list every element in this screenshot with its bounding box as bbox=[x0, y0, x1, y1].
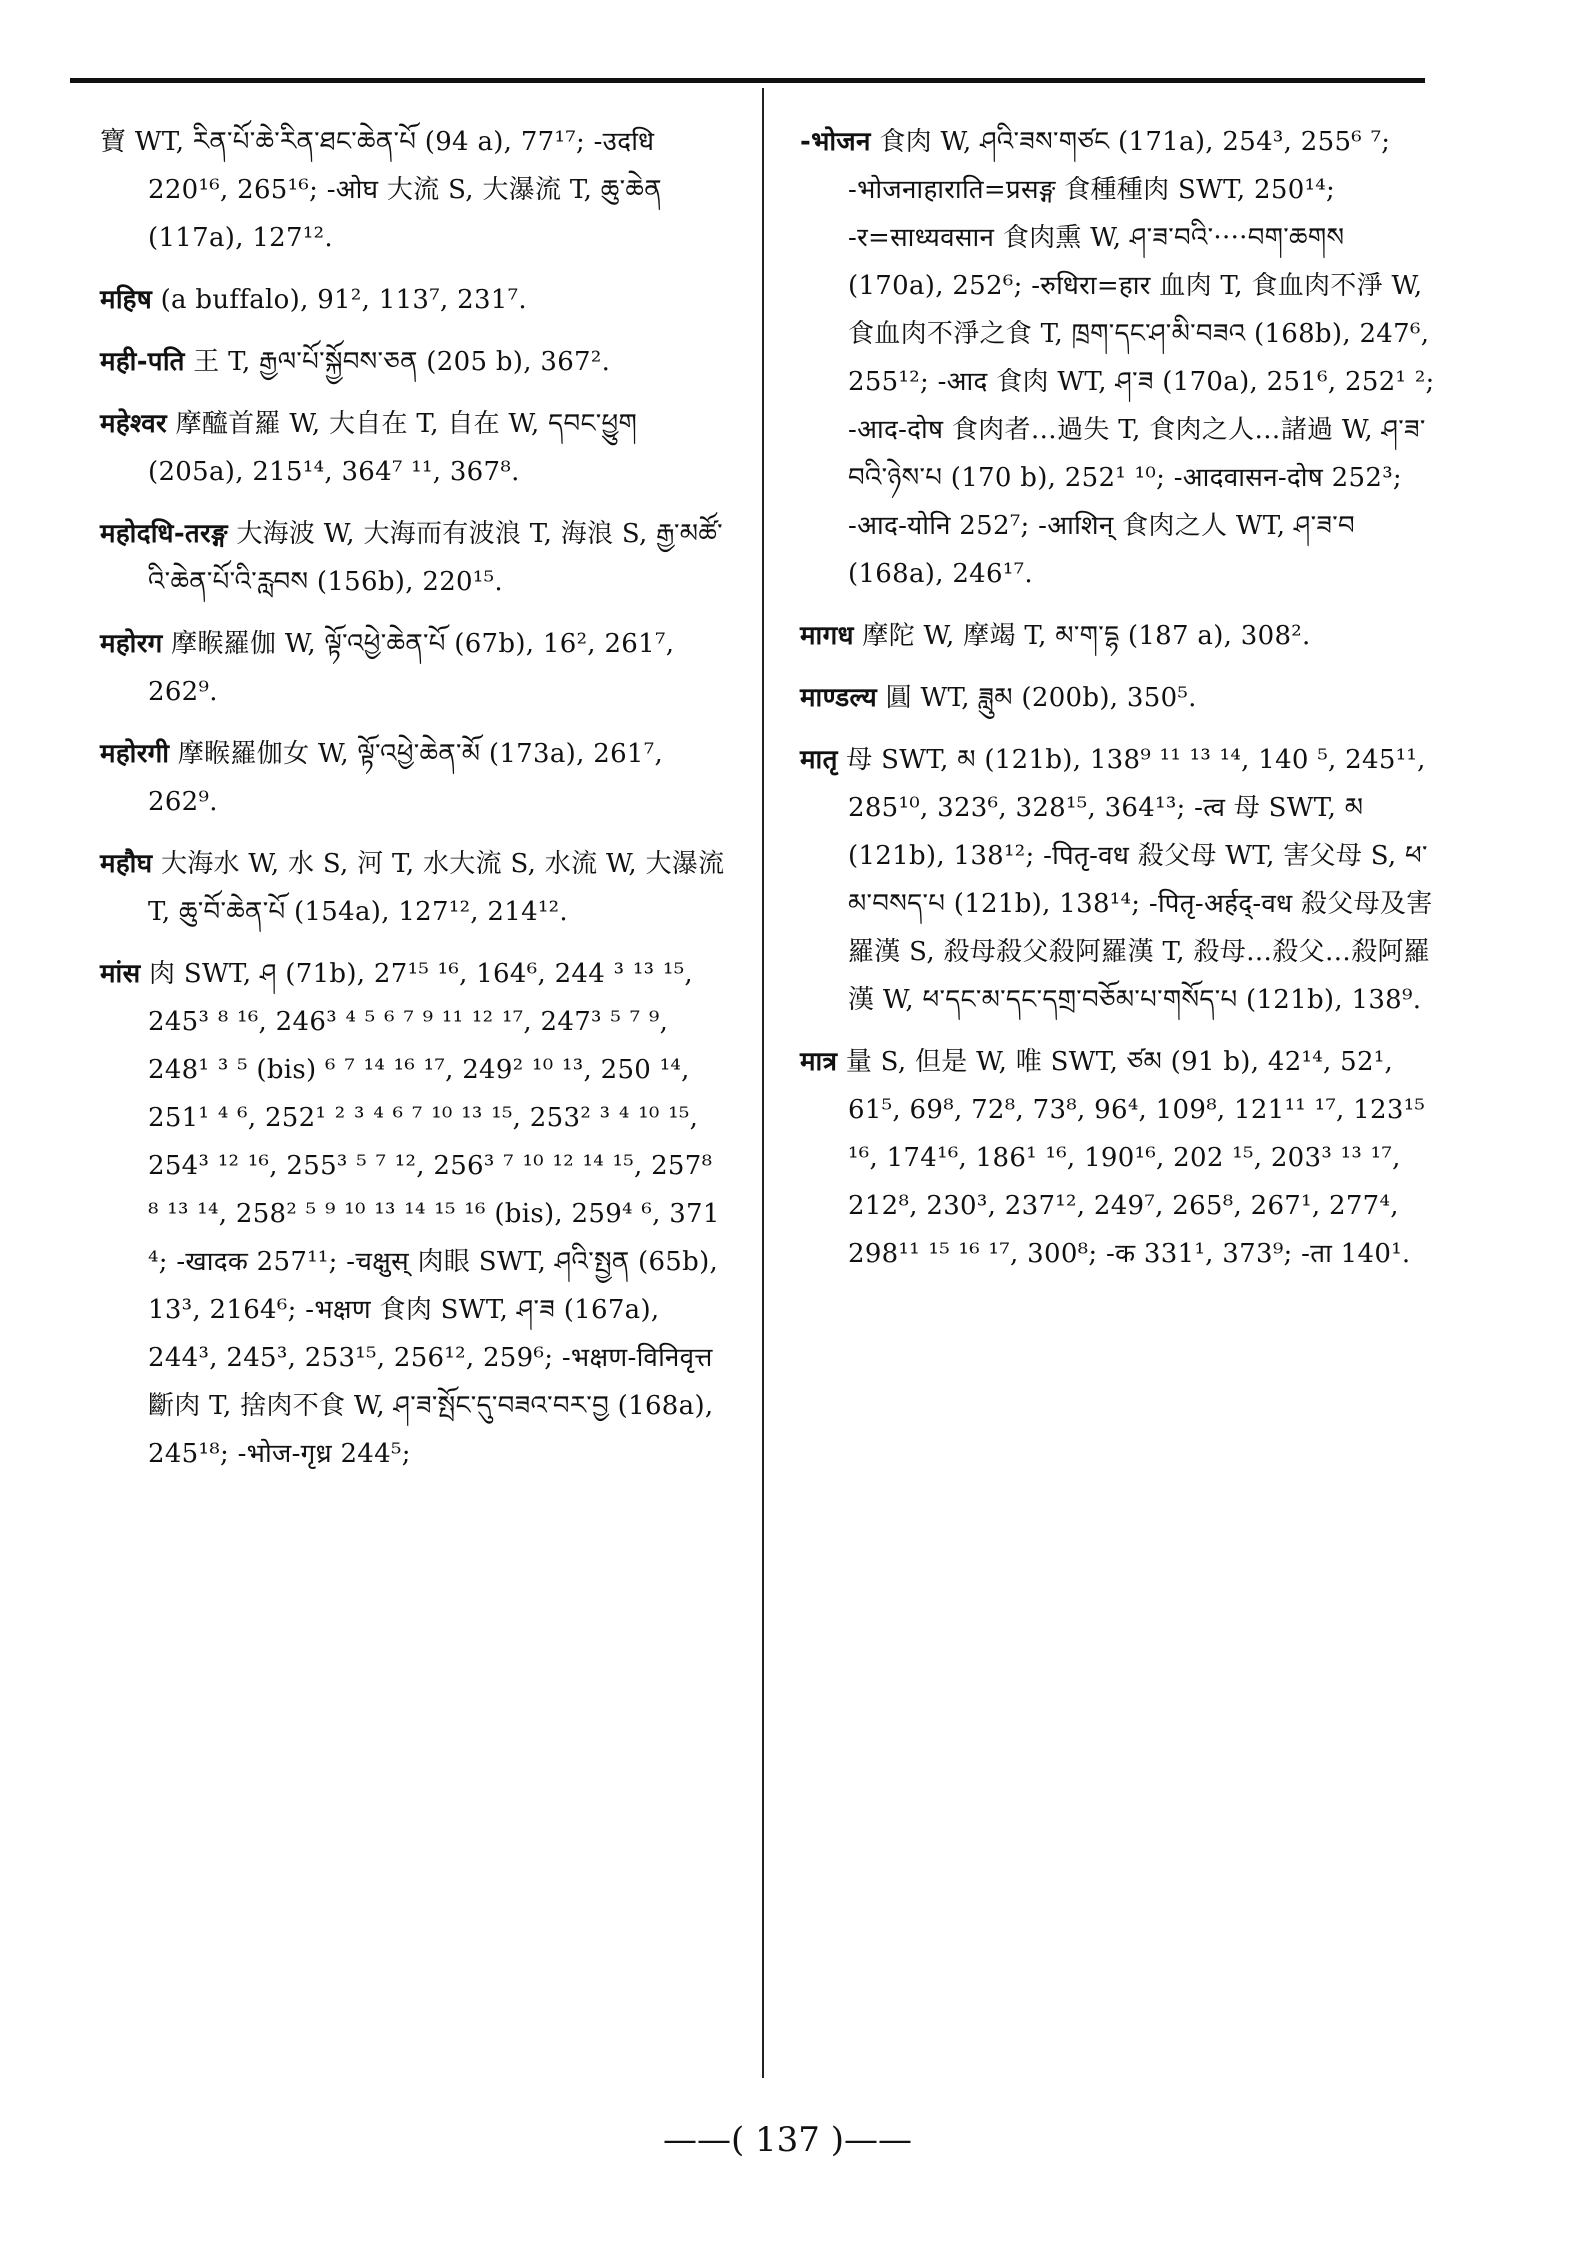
entry-headword: मात्र bbox=[800, 1047, 838, 1077]
entry-mahoragi bbox=[100, 730, 730, 826]
entry-text: 摩睺羅伽 W, ལྟོ་འཕྱེ་ཆེན་པོ (67b), 16², 261⁷, 262⁹. bbox=[148, 629, 675, 707]
entry-headword: मांस bbox=[100, 959, 141, 989]
entry-headword: महिष bbox=[100, 285, 153, 315]
entry-text: 肉 SWT, ཤ (71b), 27¹⁵ ¹⁶, 164⁶, 244 ³ ¹³ ¹⁵, 245³ ⁸ ¹⁶, 246³ ⁴ ⁵ ⁶ ⁷ ⁹ ¹¹ ¹² ¹⁷, 247³ ⁵ ⁷ ⁹, 248¹ ³ ⁵ (bis) ⁶ ⁷ ¹⁴ ¹⁶ ¹⁷, 249² ¹⁰ ¹³, 250 ¹⁴, 251¹ ⁴ ⁶, 252¹ ² ³ ⁴ ⁶ ⁷ ¹⁰ ¹³ ¹⁵, 253² ³ ⁴ ¹⁰ ¹⁵, 254³ ¹² ¹⁶, 255³ ⁵ ⁷ ¹², 256³ ⁷ ¹⁰ ¹² ¹⁴ ¹⁵, 257⁸ ⁸ ¹³ ¹⁴, 258² ⁵ ⁹ ¹⁰ ¹³ ¹⁴ ¹⁵ ¹⁶ (bis), 259⁴ ⁶, 371 ⁴; -खादक 257¹¹; -चक्षुस् 肉眼 SWT, ཤའི་སྤྱན (65b), 13³, 2164⁶; -भक्षण 食肉 SWT, ཤ་ཟ (167a), 244³, 245³, 253¹⁵, 256¹², 259⁶; -भक्षण-विनिवृत्त 斷肉 T, 捨肉不食 W, ཤ་ཟ་སྤོང་དུ་བཟའ་བར་བྱ (168a), 245¹⁸; -भोज-गृध्र 244⁵; bbox=[148, 959, 720, 1469]
left-column bbox=[100, 118, 730, 1492]
entry-text: 大海水 W, 水 S, 河 T, 水大流 S, 水流 W, 大瀑流 T, ཆུ་བོ་ཆེན་པོ (154a), 127¹², 214¹². bbox=[148, 849, 725, 927]
entry-mahoraga bbox=[100, 620, 730, 716]
entry-text: 摩醯首羅 W, 大自在 T, 自在 W, དབང་ཕྱུག (205a), 215¹⁴, 364⁷ ¹¹, 367⁸. bbox=[148, 409, 638, 487]
entry-mamsa bbox=[100, 950, 730, 1478]
entry-mahi-pati bbox=[100, 338, 730, 386]
entry-text: 大海波 W, 大海而有波浪 T, 海浪 S, རྒྱ་མཚོ་འི་ཆེན་པོ་འི་རླབས (156b), 220¹⁵. bbox=[148, 519, 723, 597]
entry-text: (a buffalo), 91², 113⁷, 231⁷. bbox=[160, 285, 527, 315]
entry-mahodadhi-taranga bbox=[100, 510, 730, 606]
entry-matr bbox=[800, 736, 1440, 1024]
entry-text: 母 SWT, མ (121b), 138⁹ ¹¹ ¹³ ¹⁴, 140 ⁵, 245¹¹, 285¹⁰, 323⁶, 328¹⁵, 364¹³; -त्व 母 SWT, མ (121b), 138¹²; -पितृ-वध 殺父母 WT, 害父母 S, ཕ་མ་བསད་པ (121b), 138¹⁴; -पितृ-अर्हद्-वध 殺父母及害羅漢 S, 殺母殺父殺阿羅漢 T, 殺母…殺父…殺阿羅漢 W, ཕ་དང་མ་དང་དགྲ་བཅོམ་པ་གསོད་པ (121b), 138⁹. bbox=[846, 745, 1433, 1015]
top-rule bbox=[70, 78, 1425, 83]
entry-text: 寶 WT, རིན་པོ་ཆེ་རིན་ཐང་ཆེན་པོ (94 a), 77¹⁷; -उदधि 220¹⁶, 265¹⁶; -ओघ 大流 S, 大瀑流 T, ཆུ་ཆེན (117a), 127¹². bbox=[100, 127, 662, 253]
entry-mahaugha bbox=[100, 840, 730, 936]
entry-text: 圓 WT, ཟླུམ (200b), 350⁵. bbox=[885, 683, 1197, 713]
entry-text: 量 S, 但是 W, 唯 SWT, ཙམ (91 b), 42¹⁴, 52¹, 61⁵, 69⁸, 72⁸, 73⁸, 96⁴, 109⁸, 121¹¹ ¹⁷, 123¹⁵ ¹⁶, 174¹⁶, 186¹ ¹⁶, 190¹⁶, 202 ¹⁵, 203³ ¹³ ¹⁷, 212⁸, 230³, 237¹², 249⁷, 265⁸, 267¹, 277⁴, 298¹¹ ¹⁵ ¹⁶ ¹⁷, 300⁸; -क 331¹, 373⁹; -ता 140¹. bbox=[845, 1047, 1426, 1269]
entry-headword: मातृ bbox=[800, 745, 838, 775]
entry-magadha bbox=[800, 612, 1440, 660]
entry-headword: मागध bbox=[800, 621, 854, 651]
page-number: ——( 137 )—— bbox=[662, 2120, 913, 2160]
right-column bbox=[800, 118, 1440, 1292]
entry-text: 王 T, རྒྱལ་པོ་སྐྱོབས་ཅན (205 b), 367². bbox=[193, 347, 611, 377]
entry-continuation bbox=[100, 118, 730, 262]
entry-headword: महोरग bbox=[100, 629, 163, 659]
entry-headword: माण्डल्य bbox=[800, 683, 878, 713]
entry-headword: -भोजन bbox=[800, 127, 871, 157]
entry-matra bbox=[800, 1038, 1440, 1278]
entry-headword: महोदधि-तरङ्ग bbox=[100, 519, 228, 549]
entry-headword: महौघ bbox=[100, 849, 153, 879]
entry-bhojana bbox=[800, 118, 1440, 598]
entry-headword: महेश्वर bbox=[100, 409, 167, 439]
entry-text: 食肉 W, ཤའི་ཟས་གཙང (171a), 254³, 255⁶ ⁷; -भोजनाहाराति=प्रसङ्ग 食種種肉 SWT, 250¹⁴; -र=साध्यवसान 食肉熏 W, ཤ་ཟ་བའི་····བག་ཆགས (170a), 252⁶; -रुधिरा=हार 血肉 T, 食血肉不淨 W, 食血肉不淨之食 T, ཁྲག་དང་ཤ་མི་བཟའ (168b), 247⁶, 255¹²; -आद 食肉 WT, ཤ་ཟ (170a), 251⁶, 252¹ ²; -आद-दोष 食肉者…過失 T, 食肉之人…諸過 W, ཤ་ཟ་བའི་ཉེས་པ (170 b), 252¹ ¹⁰; -आदवासन-दोष 252³; -आद-योनि 252⁷; -आशिन् 食肉之人 WT, ཤ་ཟ་བ (168a), 246¹⁷. bbox=[848, 127, 1435, 589]
column-divider bbox=[762, 88, 764, 2078]
entry-mahesvara bbox=[100, 400, 730, 496]
entry-mandalya bbox=[800, 674, 1440, 722]
entry-text: 摩陀 W, 摩竭 T, མ་ག་དྷ (187 a), 308². bbox=[862, 621, 1311, 651]
entry-text: 摩睺羅伽女 W, ལྟོ་འཕྱེ་ཆེན་མོ (173a), 261⁷, 262⁹. bbox=[148, 739, 664, 817]
entry-headword: मही-पति bbox=[100, 347, 185, 377]
entry-mahisa bbox=[100, 276, 730, 324]
entry-headword: महोरगी bbox=[100, 739, 170, 769]
